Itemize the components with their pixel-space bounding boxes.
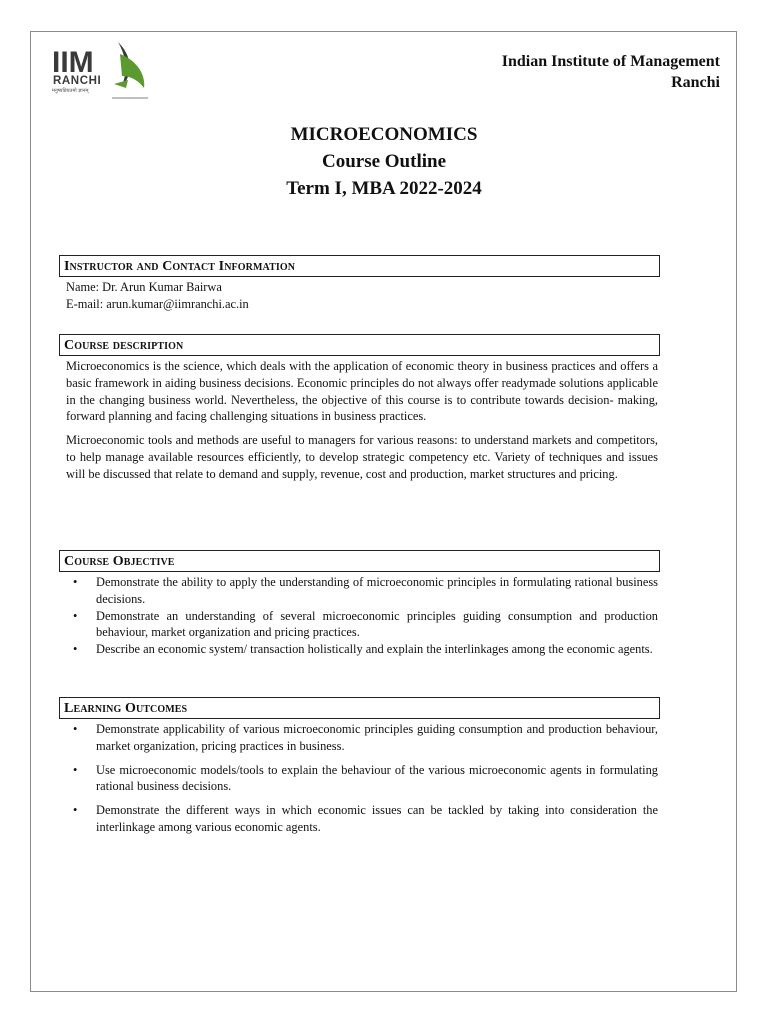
list-item-text: Use microeconomic models/tools to explain the behaviour of the various microeconomic agents in formulating rational business decisions. — [96, 762, 658, 794]
list-item — [66, 608, 658, 642]
list-item — [66, 762, 658, 796]
svg-text:IIM: IIM — [52, 46, 94, 79]
svg-text:RANCHI: RANCHI — [53, 75, 102, 87]
bullet-icon: • — [73, 642, 78, 657]
bullet-icon: • — [73, 608, 78, 623]
iim-ranchi-logo — [52, 40, 152, 102]
institute-line-2: Ranchi — [671, 74, 720, 91]
list-item-text: Demonstrate an understanding of several microeconomic principles guiding consumption and production behaviour, market organization and pricing practices. — [96, 608, 658, 640]
description-heading: Course description — [59, 334, 660, 356]
objective-section — [59, 550, 660, 658]
description-section — [59, 334, 660, 490]
list-item-text: Demonstrate applicability of various microeconomic principles guiding consumption and production behaviour, market organization, pricing practices in business. — [96, 722, 658, 753]
list-item-text: Demonstrate the different ways in which economic issues can be tackled by taking into consideration the interlinkage among various economic agents. — [96, 803, 658, 834]
course-outline-title: Course Outline — [321, 151, 447, 172]
bullet-icon: • — [73, 803, 78, 818]
instructor-name: Name: Dr. Arun Kumar Bairwa — [66, 280, 222, 294]
description-paragraph-1: Microeconomics is the science, which deals with the application of economic theory in business practices and offers a basic framework in aiding business decisions. Economic principles do not always offer readymade solutions applicable in the changing business world. Nevertheless, the objective of this course is to contribute towards decision- making, forward planning and facing challenging situations in business practices. — [66, 359, 658, 424]
document-title-block — [0, 121, 768, 202]
list-item — [66, 802, 658, 836]
objective-list — [66, 574, 658, 658]
list-item-text: Demonstrate the ability to apply the understanding of microeconomic principles in formulating rational business decisions. — [96, 575, 658, 606]
instructor-heading: Instructor and Contact Information — [59, 255, 660, 277]
bullet-icon: • — [73, 762, 78, 777]
description-body — [59, 356, 660, 483]
instructor-section — [59, 255, 660, 313]
outcomes-section — [59, 697, 660, 843]
instructor-email: E-mail: arun.kumar@iimranchi.ac.in — [66, 296, 249, 311]
objective-body — [59, 572, 660, 658]
objective-heading: Course Objective — [59, 550, 660, 572]
institute-name — [502, 51, 720, 93]
bullet-icon: • — [73, 722, 78, 736]
list-item-text: Describe an economic system/ transaction holistically and explain the interlinkages among the economic agents. — [96, 642, 653, 657]
outcomes-body — [59, 719, 660, 836]
institute-line-1: Indian Institute of Management — [501, 53, 720, 70]
list-item — [66, 641, 658, 658]
list-item — [66, 574, 658, 608]
term-title: Term I, MBA 2022-2024 — [286, 178, 482, 199]
svg-text:मनुष्यप्रियतमो ज्ञानम्: मनुष्यप्रियतमो ज्ञानम् — [52, 88, 89, 94]
list-item — [66, 721, 658, 755]
outcomes-heading: Learning Outcomes — [59, 697, 660, 719]
instructor-body — [59, 277, 660, 313]
bullet-icon: • — [73, 575, 78, 589]
outcomes-list — [66, 721, 658, 836]
course-title: MICROECONOMICS — [290, 124, 478, 145]
description-paragraph-2: Microeconomic tools and methods are useful to managers for various reasons: to understand markets and competitors, to help manage available resources efficiently, to develop strategic competency etc. Variety of techniques and issues will be discussed that relate to demand and supply, revenue, cost and production, market structures and pricing. — [66, 433, 658, 481]
